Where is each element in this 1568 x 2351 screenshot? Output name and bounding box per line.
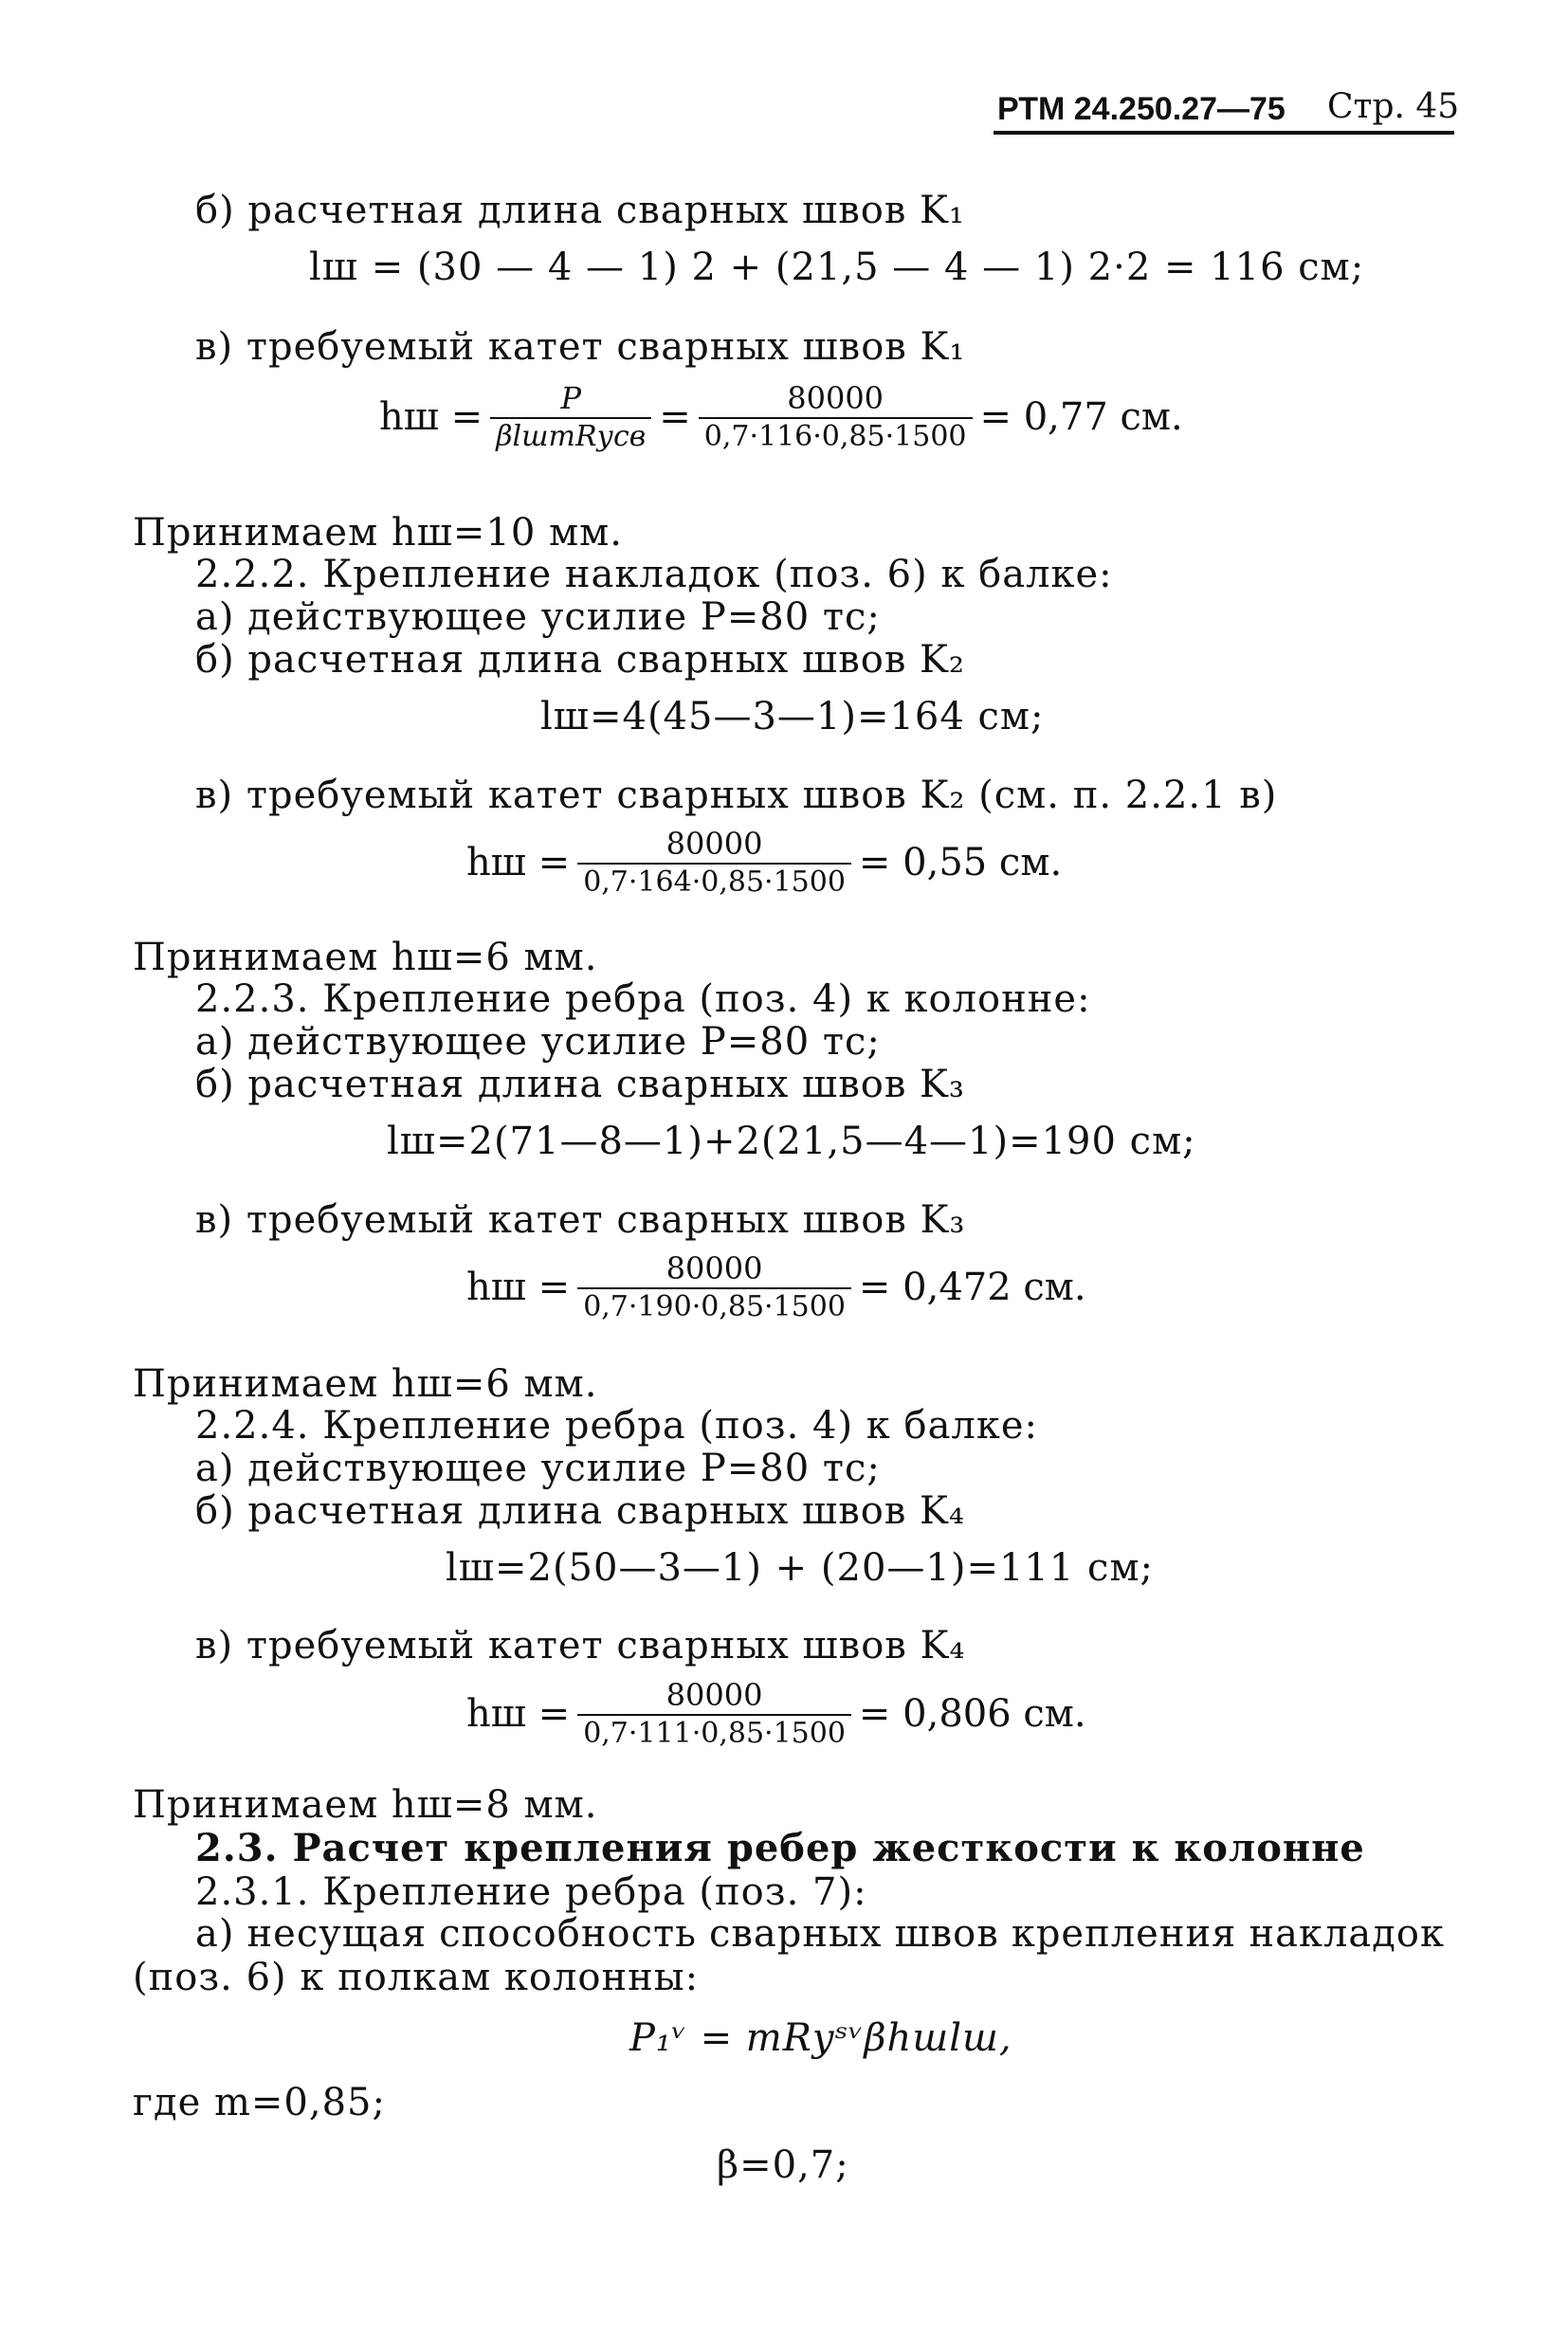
equation-4 [466, 825, 1062, 901]
eq2-num2: 80000 [787, 380, 884, 416]
a5-word: а) [195, 1912, 235, 1956]
eq2-rhs: = 0,77 см. [979, 395, 1183, 439]
eq4-lhs: hш = [466, 841, 571, 884]
eq6-num: 80000 [665, 1250, 763, 1286]
item-b2: б) расчетная длина сварных швов K₂ [195, 638, 965, 682]
accept-1: Принимаем hш=10 мм. [133, 511, 623, 555]
item-a5-continuation: (поз. 6) к полкам колонны: [133, 1956, 700, 1999]
eq4-rhs: = 0,55 см. [858, 841, 1063, 884]
eq8-lhs: hш = [466, 1692, 571, 1736]
eq2-fraction-2 [699, 379, 973, 455]
equation-7: lш=2(50—3—1) + (20—1)=111 см; [446, 1546, 1155, 1590]
eq2-lhs: hш = [379, 395, 483, 439]
section-2-3-1: 2.3.1. Крепление ребра (поз. 7): [195, 1870, 867, 1914]
equation-2 [379, 379, 1183, 455]
a5-word: накладок [1249, 1912, 1445, 1956]
a5-word: способность [439, 1912, 697, 1956]
eq2-den1: βlшmRусв [490, 417, 651, 455]
beta-value: β=0,7; [717, 2143, 849, 2187]
a5-word: несущая [246, 1912, 428, 1956]
eq4-fraction [577, 825, 851, 901]
section-2-2-3: 2.2.3. Крепление ребра (поз. 4) к колонне: [195, 977, 1091, 1021]
page-number: Стр. 45 [1327, 87, 1460, 126]
accept-4: Принимаем hш=8 мм. [133, 1783, 598, 1827]
item-a2: а) действующее усилие P=80 тс; [195, 595, 881, 639]
eq6-rhs: = 0,472 см. [858, 1266, 1086, 1309]
item-b3: б) расчетная длина сварных швов K₃ [195, 1063, 965, 1106]
eq6-lhs: hш = [466, 1266, 571, 1309]
eq6-fraction [577, 1249, 851, 1325]
item-v3: в) требуемый катет сварных швов K₃ [195, 1198, 966, 1242]
eq4-num: 80000 [665, 826, 763, 862]
section-2-2-2: 2.2.2. Крепление накладок (поз. 6) к балке: [195, 553, 1113, 596]
item-b1: б) расчетная длина сварных швов K₁ [195, 189, 965, 232]
eq2-mid: = [659, 395, 691, 439]
item-v2: в) требуемый катет сварных швов K₂ (см. п. 2.2.1 в) [195, 774, 1278, 817]
eq8-fraction [577, 1676, 851, 1752]
section-2-3-heading: 2.3. Расчет крепления ребер жесткости к колонне [195, 1826, 1365, 1870]
document-code: РТМ 24.250.27—75 [997, 91, 1285, 127]
a5-word: крепления [1011, 1912, 1237, 1956]
equation-8 [466, 1676, 1086, 1752]
accept-2: Принимаем hш=6 мм. [133, 936, 598, 979]
item-b4: б) расчетная длина сварных швов K₄ [195, 1489, 965, 1533]
section-2-2-4: 2.2.4. Крепление ребра (поз. 4) к балке: [195, 1404, 1038, 1448]
a5-word: швов [894, 1912, 999, 1956]
where-m: где m=0,85; [133, 2081, 386, 2124]
a5-word: сварных [708, 1912, 883, 1956]
eq2-num1: P [560, 380, 581, 416]
equation-3: lш=4(45—3—1)=164 см; [540, 695, 1045, 738]
equation-6 [466, 1249, 1086, 1325]
eq2-den2: 0,7·116·0,85·1500 [699, 417, 973, 455]
item-v1: в) требуемый катет сварных швов K₁ [195, 325, 966, 369]
eq2-fraction-1 [490, 379, 651, 455]
eq8-den: 0,7·111·0,85·1500 [577, 1714, 851, 1752]
eq4-den: 0,7·164·0,85·1500 [577, 863, 851, 901]
eq8-rhs: = 0,806 см. [858, 1692, 1086, 1736]
item-v4: в) требуемый катет сварных швов K₄ [195, 1624, 966, 1668]
equation-9: P₁ᵛ = mRуˢᵛβhшlш, [629, 2016, 1012, 2060]
eq6-den: 0,7·190·0,85·1500 [577, 1287, 851, 1325]
accept-3: Принимаем hш=6 мм. [133, 1362, 598, 1406]
item-a4: а) действующее усилие P=80 тс; [195, 1447, 881, 1490]
header-rule [994, 131, 1454, 135]
equation-5: lш=2(71—8—1)+2(21,5—4—1)=190 см; [387, 1120, 1196, 1163]
equation-1: lш = (30 — 4 — 1) 2 + (21,5 — 4 — 1) 2·2 = 116 см; [309, 246, 1365, 289]
eq8-num: 80000 [665, 1677, 763, 1713]
item-a5-justified [195, 1911, 1445, 1957]
item-a3: а) действующее усилие P=80 тс; [195, 1020, 881, 1064]
